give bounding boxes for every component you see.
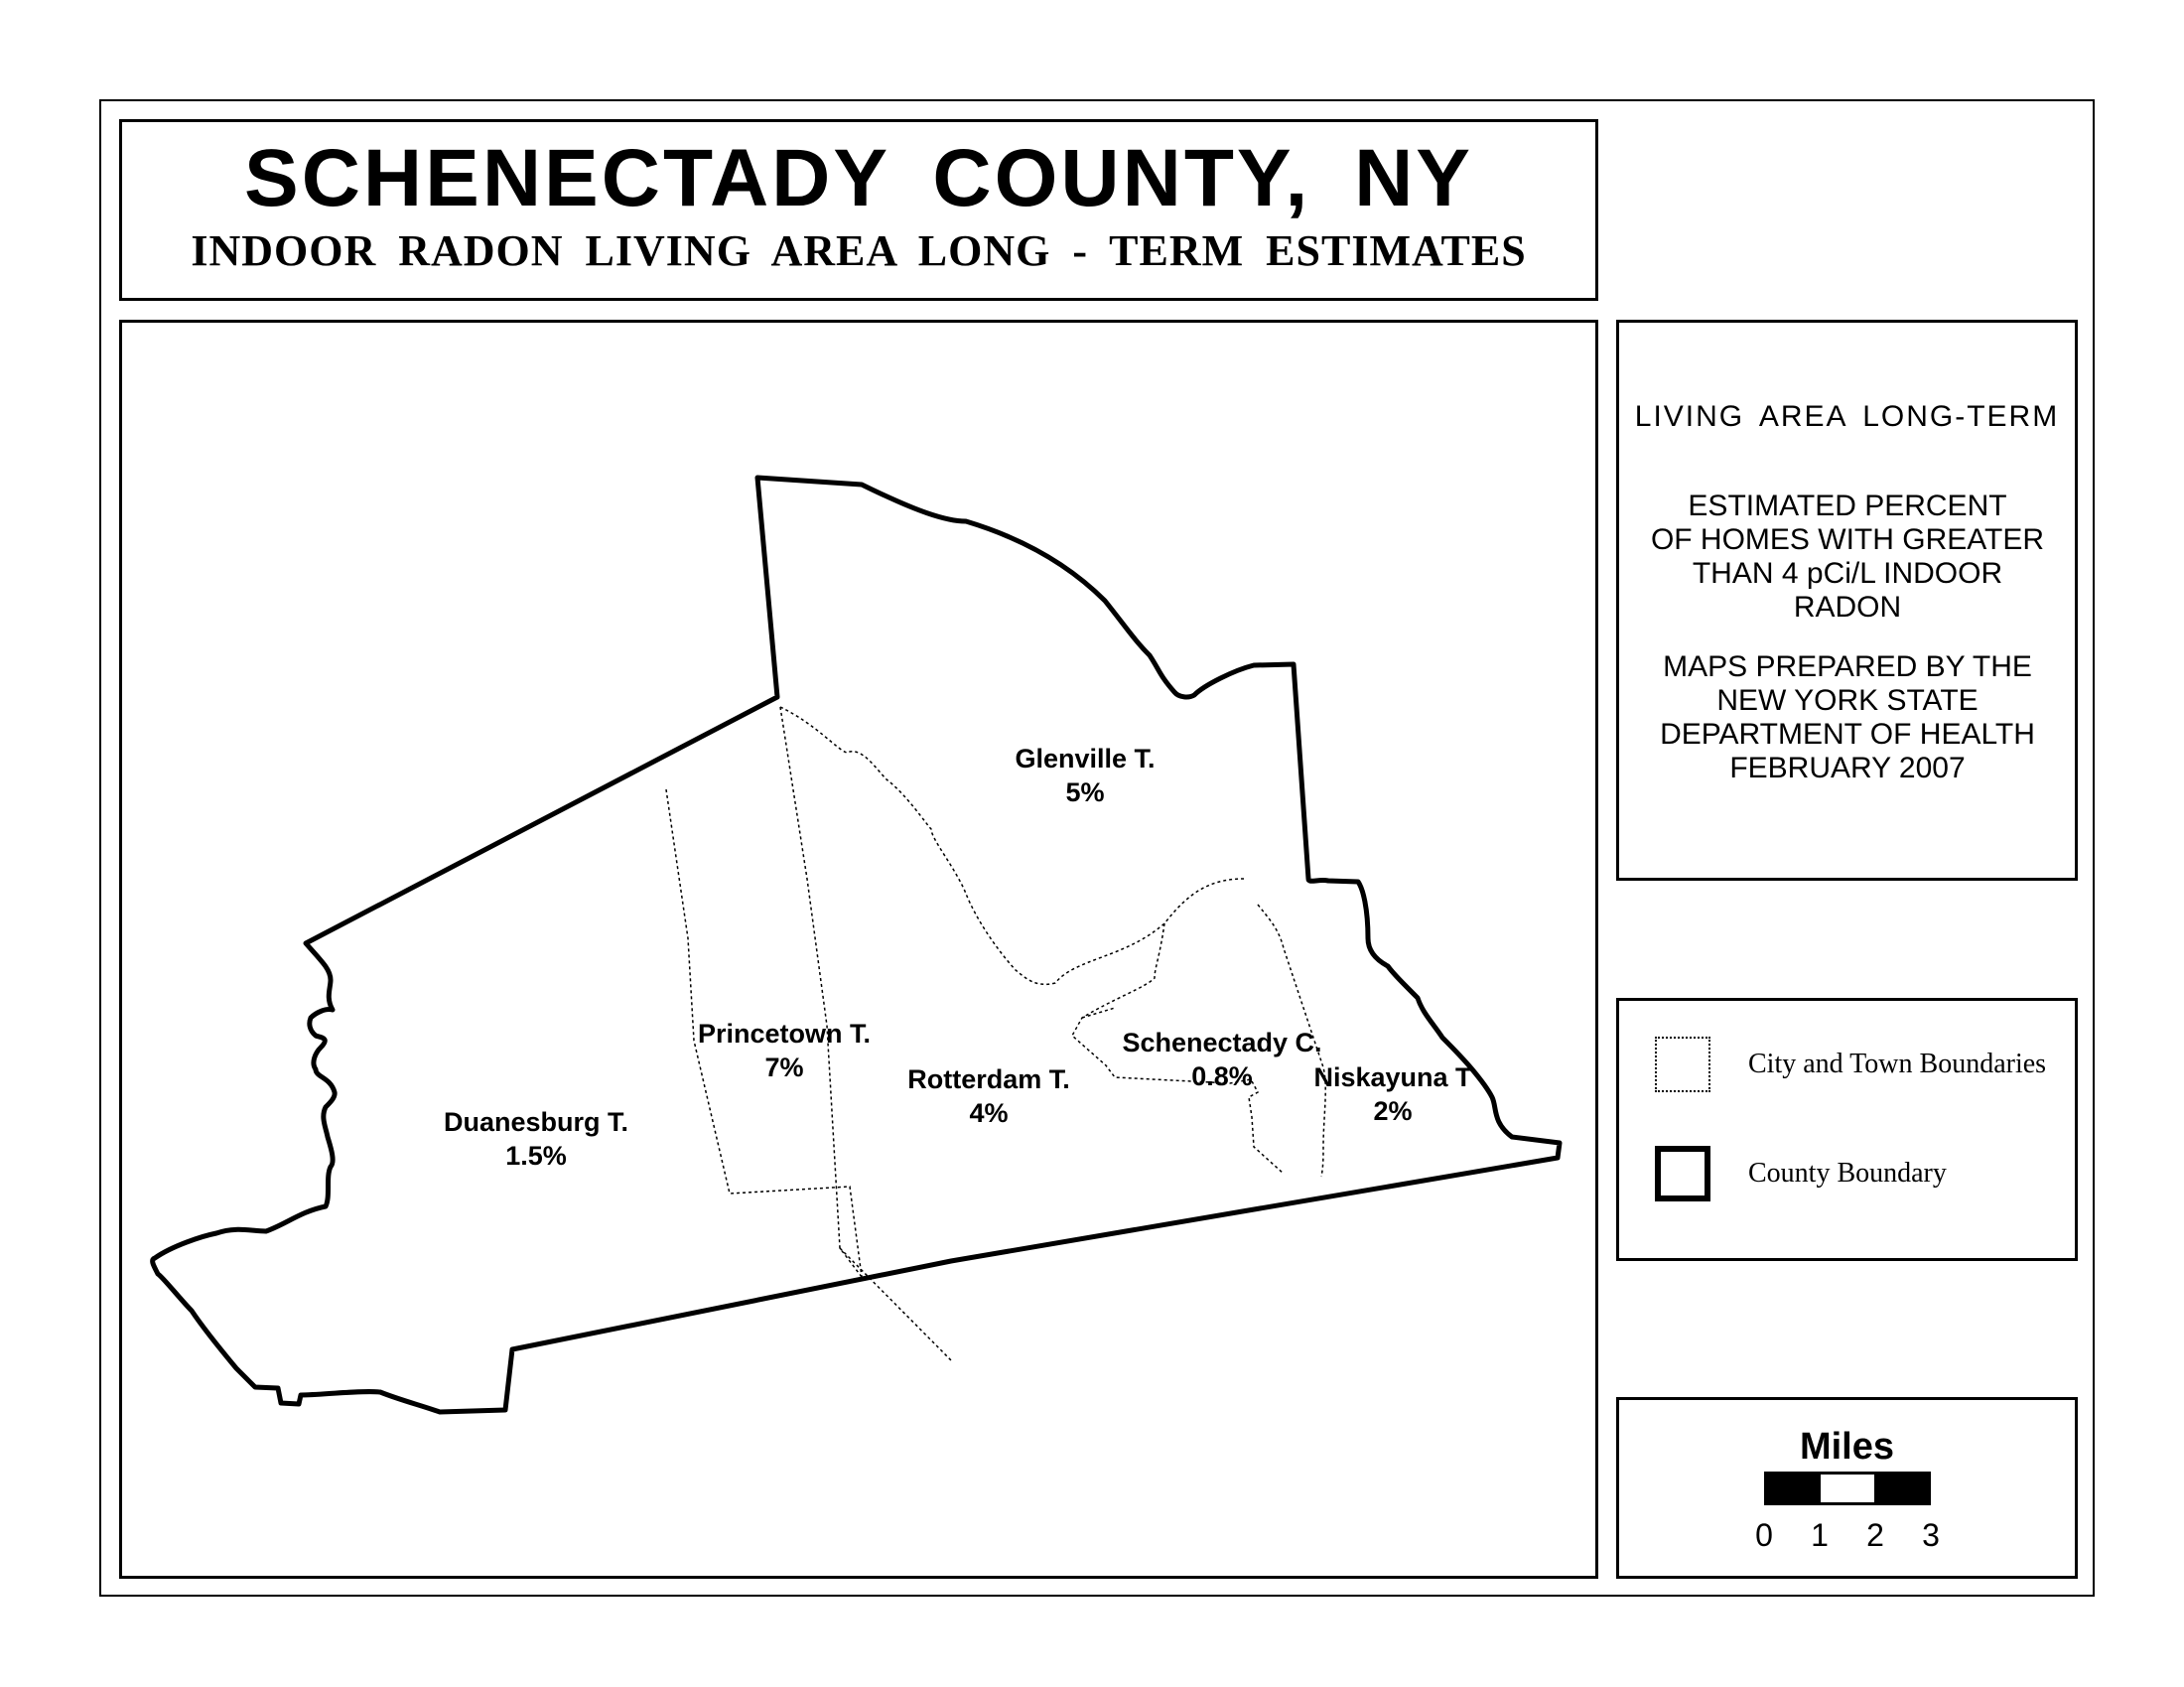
- town-value-princetown: 7%: [764, 1053, 804, 1082]
- county-boundary: [153, 478, 1560, 1412]
- town-value-duanesburg: 1.5%: [505, 1141, 567, 1171]
- legend-label-county: County Boundary: [1748, 1158, 1947, 1189]
- scale-segment: [1874, 1475, 1928, 1502]
- map-panel: [119, 320, 1598, 1579]
- info-panel: [1616, 320, 2078, 881]
- map-subtitle: INDOOR RADON LIVING AREA LONG - TERM ESTIMATES: [191, 226, 1527, 276]
- town-name-schenectady: Schenectady C.: [1122, 1028, 1322, 1057]
- town-value-rotterdam: 4%: [969, 1098, 1009, 1128]
- info-heading: LIVING AREA LONG-TERM: [1634, 400, 2060, 433]
- town-value-schenectady: 0.8%: [1191, 1061, 1253, 1091]
- legend-item-city-town: [1655, 1037, 2072, 1096]
- town-labels: [444, 744, 1472, 1171]
- scale-panel: [1616, 1397, 2078, 1579]
- map-title: SCHENECTADY COUNTY, NY: [244, 133, 1473, 223]
- town-value-glenville: 5%: [1065, 777, 1105, 807]
- info-description: ESTIMATED PERCENT OF HOMES WITH GREATER THAN 4 pCi/L INDOOR RADON: [1650, 490, 2045, 624]
- town-name-duanesburg: Duanesburg T.: [443, 1107, 629, 1137]
- town-name-princetown: Princetown T.: [697, 1019, 872, 1049]
- town-value-niskayuna: 2%: [1373, 1096, 1413, 1126]
- title-panel: [119, 119, 1598, 301]
- scale-tick-3: 3: [1922, 1517, 1940, 1553]
- scale-title: Miles: [1799, 1426, 1895, 1468]
- scale-segment: [1767, 1475, 1821, 1502]
- solid-boundary-swatch: [1655, 1146, 1710, 1201]
- dotted-boundary-swatch: [1655, 1037, 1710, 1092]
- town-name-rotterdam: Rotterdam T.: [907, 1064, 1070, 1094]
- scale-tick-2: 2: [1866, 1517, 1884, 1553]
- scale-bar: [1764, 1472, 1931, 1505]
- legend-label-city-town: City and Town Boundaries: [1748, 1049, 2047, 1079]
- town-name-glenville: Glenville T.: [1015, 744, 1156, 773]
- scale-tick-1: 1: [1811, 1517, 1829, 1553]
- scale-segment: [1821, 1475, 1874, 1502]
- info-credit: MAPS PREPARED BY THE NEW YORK STATE DEPARTMENT OF HEALTH FEBRUARY 2007: [1660, 650, 2035, 784]
- scale-tick-0: 0: [1755, 1517, 1773, 1553]
- legend-item-county: [1655, 1146, 2072, 1205]
- county-map: [122, 323, 1595, 1576]
- legend-panel: [1616, 998, 2078, 1261]
- town-name-niskayuna: Niskayuna T: [1313, 1062, 1472, 1092]
